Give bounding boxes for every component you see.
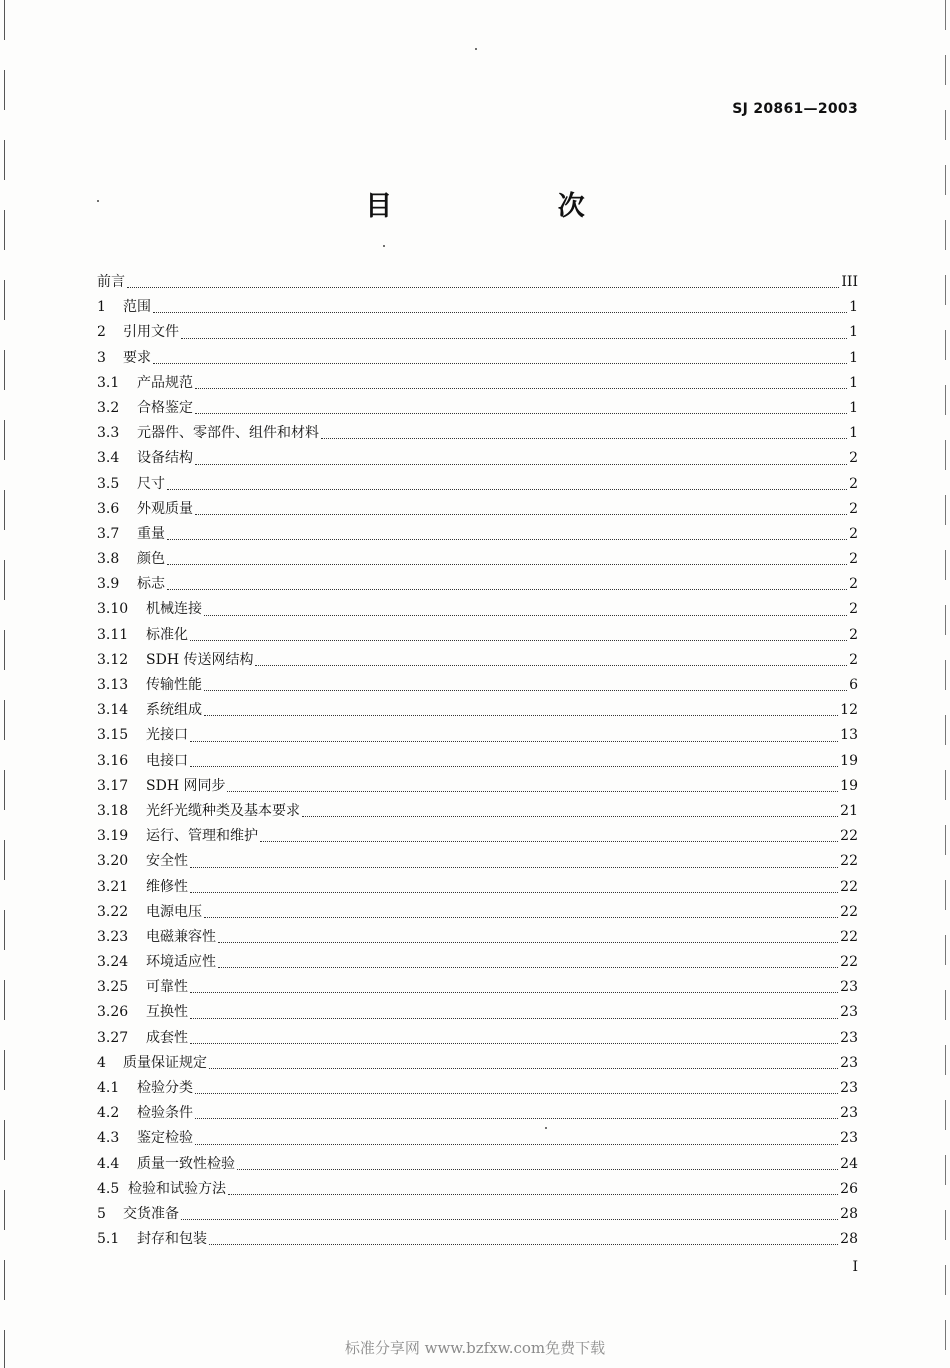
toc-entry-page: 21 xyxy=(840,802,858,819)
toc-entry-number: 3.20 xyxy=(97,853,129,870)
toc-leader-dots xyxy=(204,689,847,691)
toc-leader-dots xyxy=(302,815,838,817)
toc-entry xyxy=(97,346,858,371)
toc-entry xyxy=(97,522,858,547)
toc-entry-page: 23 xyxy=(840,1130,858,1147)
toc-leader-dots xyxy=(260,840,838,842)
toc-entry xyxy=(97,648,858,673)
toc-entry-number: 3.14 xyxy=(97,702,129,719)
toc-entry-title: 重量 xyxy=(137,525,165,542)
toc-entry-title: 鉴定检验 xyxy=(137,1130,193,1147)
toc-entry-number: 3.16 xyxy=(97,752,129,769)
toc-entry-number: 3.1 xyxy=(97,374,120,391)
toc-entry xyxy=(97,723,858,748)
toc-entry-title: 颜色 xyxy=(137,551,165,568)
toc-leader-dots xyxy=(190,991,838,993)
toc-entry-page: 1 xyxy=(849,374,858,391)
toc-entry-number: 4 xyxy=(97,1054,106,1071)
toc-leader-dots xyxy=(195,1117,838,1119)
toc-entry-number: 3.24 xyxy=(97,954,129,971)
toc-entry xyxy=(97,975,858,1000)
toc-entry xyxy=(97,497,858,522)
toc-entry-title: 传输性能 xyxy=(146,677,202,693)
toc-entry-number: 3.3 xyxy=(97,425,120,442)
toc-entry-page: 13 xyxy=(840,727,858,744)
toc-leader-dots xyxy=(195,513,847,515)
toc-leader-dots xyxy=(195,1092,838,1094)
toc-entry-number: 3.11 xyxy=(97,626,129,643)
toc-entry xyxy=(97,597,858,622)
toc-entry-title: 系统组成 xyxy=(146,702,202,719)
toc-entry-title: 机械连接 xyxy=(146,601,202,618)
toc-entry-page: 23 xyxy=(840,1080,858,1096)
toc-leader-dots xyxy=(190,740,838,742)
watermark: 标准分享网 www.bzfxw.com免费下载 xyxy=(344,1339,606,1357)
toc-entry-page: 2 xyxy=(849,551,858,568)
toc-entry-page: 1 xyxy=(849,349,858,366)
toc-entry xyxy=(97,270,858,295)
toc-entry-page: 23 xyxy=(840,1105,858,1122)
toc-entry-page: 23 xyxy=(840,979,858,996)
toc-entry-number: 3.7 xyxy=(97,525,120,542)
toc-entry-number: 1 xyxy=(97,299,106,316)
toc-entry xyxy=(97,925,858,950)
toc-entry-page: 1 xyxy=(849,324,858,341)
toc-entry-number: 4.3 xyxy=(97,1130,120,1147)
toc-leader-dots xyxy=(195,387,847,389)
toc-entry-page: 19 xyxy=(840,777,858,794)
toc-entry-title: 互换性 xyxy=(146,1004,188,1021)
toc-entry-title: 要求 xyxy=(123,349,151,366)
toc-entry xyxy=(97,673,858,698)
toc-entry xyxy=(97,1026,858,1051)
toc-entry-page: 2 xyxy=(849,601,858,618)
toc-entry-page: 19 xyxy=(840,752,858,769)
toc-entry-number: 3.17 xyxy=(97,777,129,794)
toc-entry-title: 外观质量 xyxy=(137,500,193,517)
toc-leader-dots xyxy=(153,311,847,313)
toc-entry-title: 光接口 xyxy=(146,727,188,744)
toc-entry-page: 22 xyxy=(840,928,858,945)
toc-entry-page: III xyxy=(841,274,858,290)
toc-entry-page: 23 xyxy=(840,1029,858,1046)
toc-entry-page: 24 xyxy=(840,1155,858,1172)
toc-entry-number: 3.15 xyxy=(97,727,129,744)
toc-entry-number: 3.23 xyxy=(97,928,129,945)
toc-leader-dots xyxy=(195,412,847,414)
toc-entry xyxy=(97,824,858,849)
toc-entry-title: 产品规范 xyxy=(137,374,193,391)
toc-entry xyxy=(97,799,858,824)
toc-entry-page: 2 xyxy=(849,651,858,668)
toc-entry xyxy=(97,1101,858,1126)
toc-entry xyxy=(97,320,858,345)
toc-entry-title: 检验和试验方法 xyxy=(128,1180,226,1197)
toc-leader-dots xyxy=(204,614,847,616)
toc-entry-number: 4.2 xyxy=(97,1105,120,1122)
toc-entry xyxy=(97,849,858,874)
toc-entry xyxy=(97,749,858,774)
toc-entry-title: 范围 xyxy=(123,299,151,316)
toc-entry-page: 2 xyxy=(849,576,858,593)
toc-entry-number: 3.18 xyxy=(97,802,129,819)
toc-entry xyxy=(97,1000,858,1025)
toc-entry xyxy=(97,1152,858,1177)
toc-entry-page: 1 xyxy=(849,299,858,316)
toc-entry-number: 3.12 xyxy=(97,651,129,668)
toc-leader-dots xyxy=(218,941,838,943)
toc-entry-number: 5 xyxy=(97,1205,106,1222)
toc-entry-title: 检验条件 xyxy=(137,1105,193,1122)
toc-entry-number: 3.8 xyxy=(97,551,120,568)
toc-entry-page: 28 xyxy=(840,1231,858,1248)
toc-entry-title: 标准化 xyxy=(146,626,188,643)
toc-entry-number: 3.25 xyxy=(97,979,129,996)
toc-leader-dots xyxy=(237,1168,838,1170)
toc-entry-title: 封存和包装 xyxy=(137,1231,207,1248)
toc-leader-dots xyxy=(321,437,847,439)
toc-entry-title: 尺寸 xyxy=(137,475,165,492)
toc-entry xyxy=(97,1177,858,1202)
toc-entry xyxy=(97,774,858,799)
page-number: I xyxy=(852,1259,858,1275)
toc-entry-number: 3.9 xyxy=(97,576,120,593)
toc-entry-title: 环境适应性 xyxy=(146,954,216,971)
toc-entry-title: 安全性 xyxy=(146,853,188,870)
toc-entry-page: 12 xyxy=(840,702,858,719)
toc-entry-title: SDH 传送网结构 xyxy=(146,651,254,668)
toc-entry xyxy=(97,421,858,446)
toc-entry-title: 运行、管理和维护 xyxy=(146,828,258,845)
page-title: 目 次 xyxy=(365,191,663,222)
toc-entry-number: 3 xyxy=(97,349,106,366)
toc-entry-page: 2 xyxy=(849,475,858,492)
toc-leader-dots xyxy=(227,790,838,792)
toc-entry-number: 3.26 xyxy=(97,1004,129,1021)
toc-entry-title: 设备结构 xyxy=(137,450,193,467)
toc-entry xyxy=(97,472,858,497)
toc-leader-dots xyxy=(167,563,847,565)
toc-entry-number: 5.1 xyxy=(97,1231,120,1248)
toc-entry-page: 28 xyxy=(840,1205,858,1222)
toc-entry-number: 3.2 xyxy=(97,399,120,416)
toc-entry xyxy=(97,371,858,396)
toc-entry xyxy=(97,950,858,975)
toc-leader-dots xyxy=(181,337,847,339)
toc-leader-dots xyxy=(190,765,838,767)
toc-entry-page: 22 xyxy=(840,903,858,920)
toc-entry-page: 1 xyxy=(849,399,858,416)
toc-entry-title: 质量一致性检验 xyxy=(137,1155,235,1172)
toc-leader-dots xyxy=(195,1143,838,1145)
toc-entry-number: 4.1 xyxy=(97,1080,120,1096)
toc-entry-number: 3.4 xyxy=(97,450,120,467)
toc-leader-dots xyxy=(181,1218,838,1220)
toc-entry-title: 检验分类 xyxy=(137,1080,193,1096)
toc-entry-number: 3.6 xyxy=(97,500,120,517)
toc-entry-title: 可靠性 xyxy=(146,979,188,996)
toc-entry-number: 3.5 xyxy=(97,475,120,492)
scan-speck xyxy=(475,48,477,50)
toc-entry-page: 22 xyxy=(840,828,858,845)
toc-entry xyxy=(97,698,858,723)
toc-entry xyxy=(97,1051,858,1076)
toc-entry xyxy=(97,1202,858,1227)
toc-entry-page: 2 xyxy=(849,450,858,467)
toc-entry-page: 2 xyxy=(849,626,858,643)
toc-entry-title: 维修性 xyxy=(146,878,188,895)
toc-entry xyxy=(97,547,858,572)
toc-entry-title: 电磁兼容性 xyxy=(146,928,216,945)
toc-entry-page: 6 xyxy=(849,677,858,693)
toc-entry-page: 1 xyxy=(849,425,858,442)
toc-leader-dots xyxy=(204,916,838,918)
toc-entry-title: 合格鉴定 xyxy=(137,399,193,416)
toc-entry xyxy=(97,623,858,648)
toc-entry-title: SDH 网同步 xyxy=(146,777,226,794)
toc-leader-dots xyxy=(204,714,838,716)
toc-leader-dots xyxy=(190,866,838,868)
toc-entry xyxy=(97,1076,858,1101)
toc-leader-dots xyxy=(190,639,847,641)
toc-leader-dots xyxy=(218,966,838,968)
toc-leader-dots xyxy=(228,1193,838,1195)
table-of-contents xyxy=(97,270,858,1252)
toc-entry-page: 23 xyxy=(840,1004,858,1021)
toc-leader-dots xyxy=(167,488,847,490)
toc-entry-number: 4.5 xyxy=(97,1180,120,1197)
toc-leader-dots xyxy=(127,286,839,288)
toc-leader-dots xyxy=(190,1042,838,1044)
toc-entry xyxy=(97,1227,858,1252)
toc-entry-title: 光纤光缆种类及基本要求 xyxy=(146,802,300,819)
toc-entry-page: 22 xyxy=(840,853,858,870)
toc-entry-page: 22 xyxy=(840,954,858,971)
toc-entry xyxy=(97,396,858,421)
toc-leader-dots xyxy=(195,463,847,465)
toc-entry-number: 2 xyxy=(97,324,106,341)
toc-entry-title: 交货准备 xyxy=(123,1205,179,1222)
toc-entry-title: 标志 xyxy=(137,576,165,593)
toc-entry-page: 22 xyxy=(840,878,858,895)
toc-leader-dots xyxy=(153,362,847,364)
document-code: SJ 20861—2003 xyxy=(732,101,858,117)
toc-entry-number: 3.19 xyxy=(97,828,129,845)
toc-entry-number: 3.21 xyxy=(97,878,129,895)
toc-entry-number: 3.10 xyxy=(97,601,129,618)
toc-entry xyxy=(97,572,858,597)
toc-entry xyxy=(97,875,858,900)
toc-entry-title: 成套性 xyxy=(146,1029,188,1046)
toc-entry-page: 26 xyxy=(840,1180,858,1197)
toc-entry-title: 元器件、零部件、组件和材料 xyxy=(137,425,319,442)
toc-entry-number: 3.22 xyxy=(97,903,129,920)
toc-leader-dots xyxy=(255,664,847,666)
toc-leader-dots xyxy=(190,1017,838,1019)
toc-entry xyxy=(97,295,858,320)
toc-leader-dots xyxy=(209,1067,838,1069)
toc-leader-dots xyxy=(167,538,847,540)
toc-entry-page: 23 xyxy=(840,1054,858,1071)
toc-entry xyxy=(97,1126,858,1151)
toc-entry xyxy=(97,900,858,925)
toc-entry-page: 2 xyxy=(849,500,858,517)
toc-entry-title: 质量保证规定 xyxy=(123,1054,207,1071)
toc-entry-number: 3.27 xyxy=(97,1029,129,1046)
toc-entry-title: 引用文件 xyxy=(123,324,179,341)
toc-leader-dots xyxy=(190,891,838,893)
toc-entry-title: 电源电压 xyxy=(146,903,202,920)
scan-speck xyxy=(383,245,385,247)
toc-entry-title: 前言 xyxy=(97,274,125,290)
toc-leader-dots xyxy=(167,588,847,590)
toc-entry-number: 4.4 xyxy=(97,1155,120,1172)
toc-entry-page: 2 xyxy=(849,525,858,542)
toc-entry-number: 3.13 xyxy=(97,677,129,693)
toc-entry xyxy=(97,446,858,471)
toc-leader-dots xyxy=(209,1243,838,1245)
toc-entry-title: 电接口 xyxy=(146,752,188,769)
